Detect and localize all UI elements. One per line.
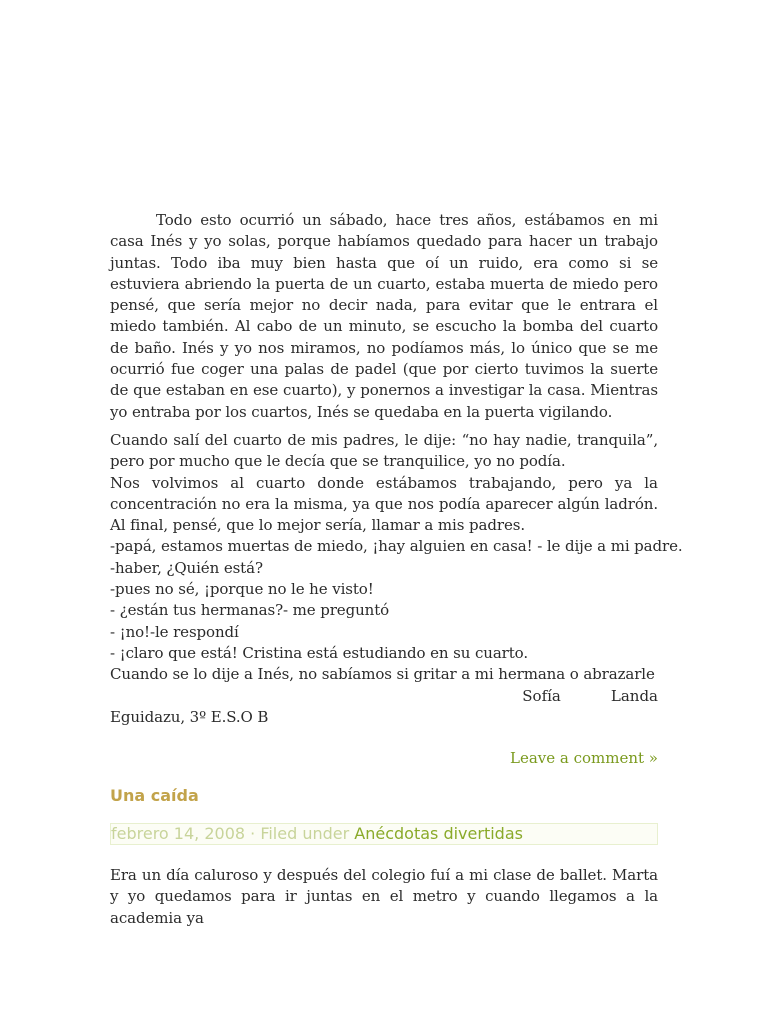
dialogue-line: - ¿están tus hermanas?- me preguntó <box>110 601 390 620</box>
story-paragraph: Era un día caluroso y después del colegio fuí a mi clase de ballet. Marta y yo quedamos para ir juntas en el metro y cuando llegamos a la academia ya <box>110 866 658 927</box>
author-signature-rest: Eguidazu, 3º E.S.O B <box>110 707 269 726</box>
story-line <box>110 473 658 494</box>
dialogue-line: -papá, estamos muertas de miedo, ¡hay alguien en casa! - le dije a mi padre. <box>110 537 683 556</box>
word: la <box>644 473 658 492</box>
story-paragraph: Cuando salí del cuarto de mis padres, le dije: “no hay nadie, tranquila”, pero por mucho que le decía que se tranquilice, yo no podía. <box>110 430 658 471</box>
dialogue-line: - ¡no!-le respondí <box>110 622 239 641</box>
word: cuarto <box>256 473 306 492</box>
word: trabajando, <box>468 473 557 492</box>
author-last-name: Landa <box>610 686 658 705</box>
word: estábamos <box>375 473 457 492</box>
author-signature <box>110 686 658 707</box>
dialogue-line: - ¡claro que está! Cristina está estudiando en su cuarto. <box>110 643 529 662</box>
post-entry <box>110 210 683 768</box>
word: ya <box>614 473 633 492</box>
word: donde <box>317 473 364 492</box>
word: pero <box>568 473 603 492</box>
story-paragraph: Todo esto ocurrió un sábado, hace tres años, estábamos en mi casa Inés y yo solas, porque habíamos quedado para hacer un trabajo juntas. Todo iba muy bien hasta que oí un ruido, era como si se estuviera abriendo la puerta de un cuarto, estaba muerta de miedo pero pensé, que sería mejor no decir nada, para evitar que le entrara el miedo también. Al cabo de un minuto, se escucho la bomba del cuarto de baño. Inés y yo nos miramos, no podíamos más, lo único que se me ocurrió fue coger una palas de padel (que por cierto tuvimos la suerte de que estaban en ese cuarto), y ponernos a investigar la casa. Mientras yo entraba por los cuartos, Inés se quedaba en la puerta vigilando. <box>110 211 658 421</box>
story-paragraph: concentración no era la misma, ya que nos podía aparecer algún ladrón. Al final, pensé, que lo mejor sería, llamar a mis padres. <box>110 494 658 535</box>
dialogue-line: -haber, ¿Quién está? <box>110 558 263 577</box>
post-meta <box>110 823 658 845</box>
content-area <box>110 210 683 929</box>
post-entry <box>110 786 658 929</box>
leave-comment-link[interactable]: Leave a comment » <box>509 749 658 768</box>
post-date: febrero 14, 2008 · Filed under <box>111 824 355 844</box>
category-link[interactable]: Anécdotas divertidas <box>354 824 523 844</box>
post-title[interactable]: Una caída <box>110 786 199 806</box>
word: Nos <box>110 473 140 492</box>
author-first-name: Sofía <box>522 686 561 705</box>
dialogue-line: Cuando se lo dije a Inés, no sabíamos si gritar a mi hermana o abrazarle <box>110 665 655 684</box>
word: volvimos <box>151 473 219 492</box>
dialogue-line: -pues no sé, ¡porque no le he visto! <box>110 580 374 599</box>
word: al <box>230 473 245 492</box>
